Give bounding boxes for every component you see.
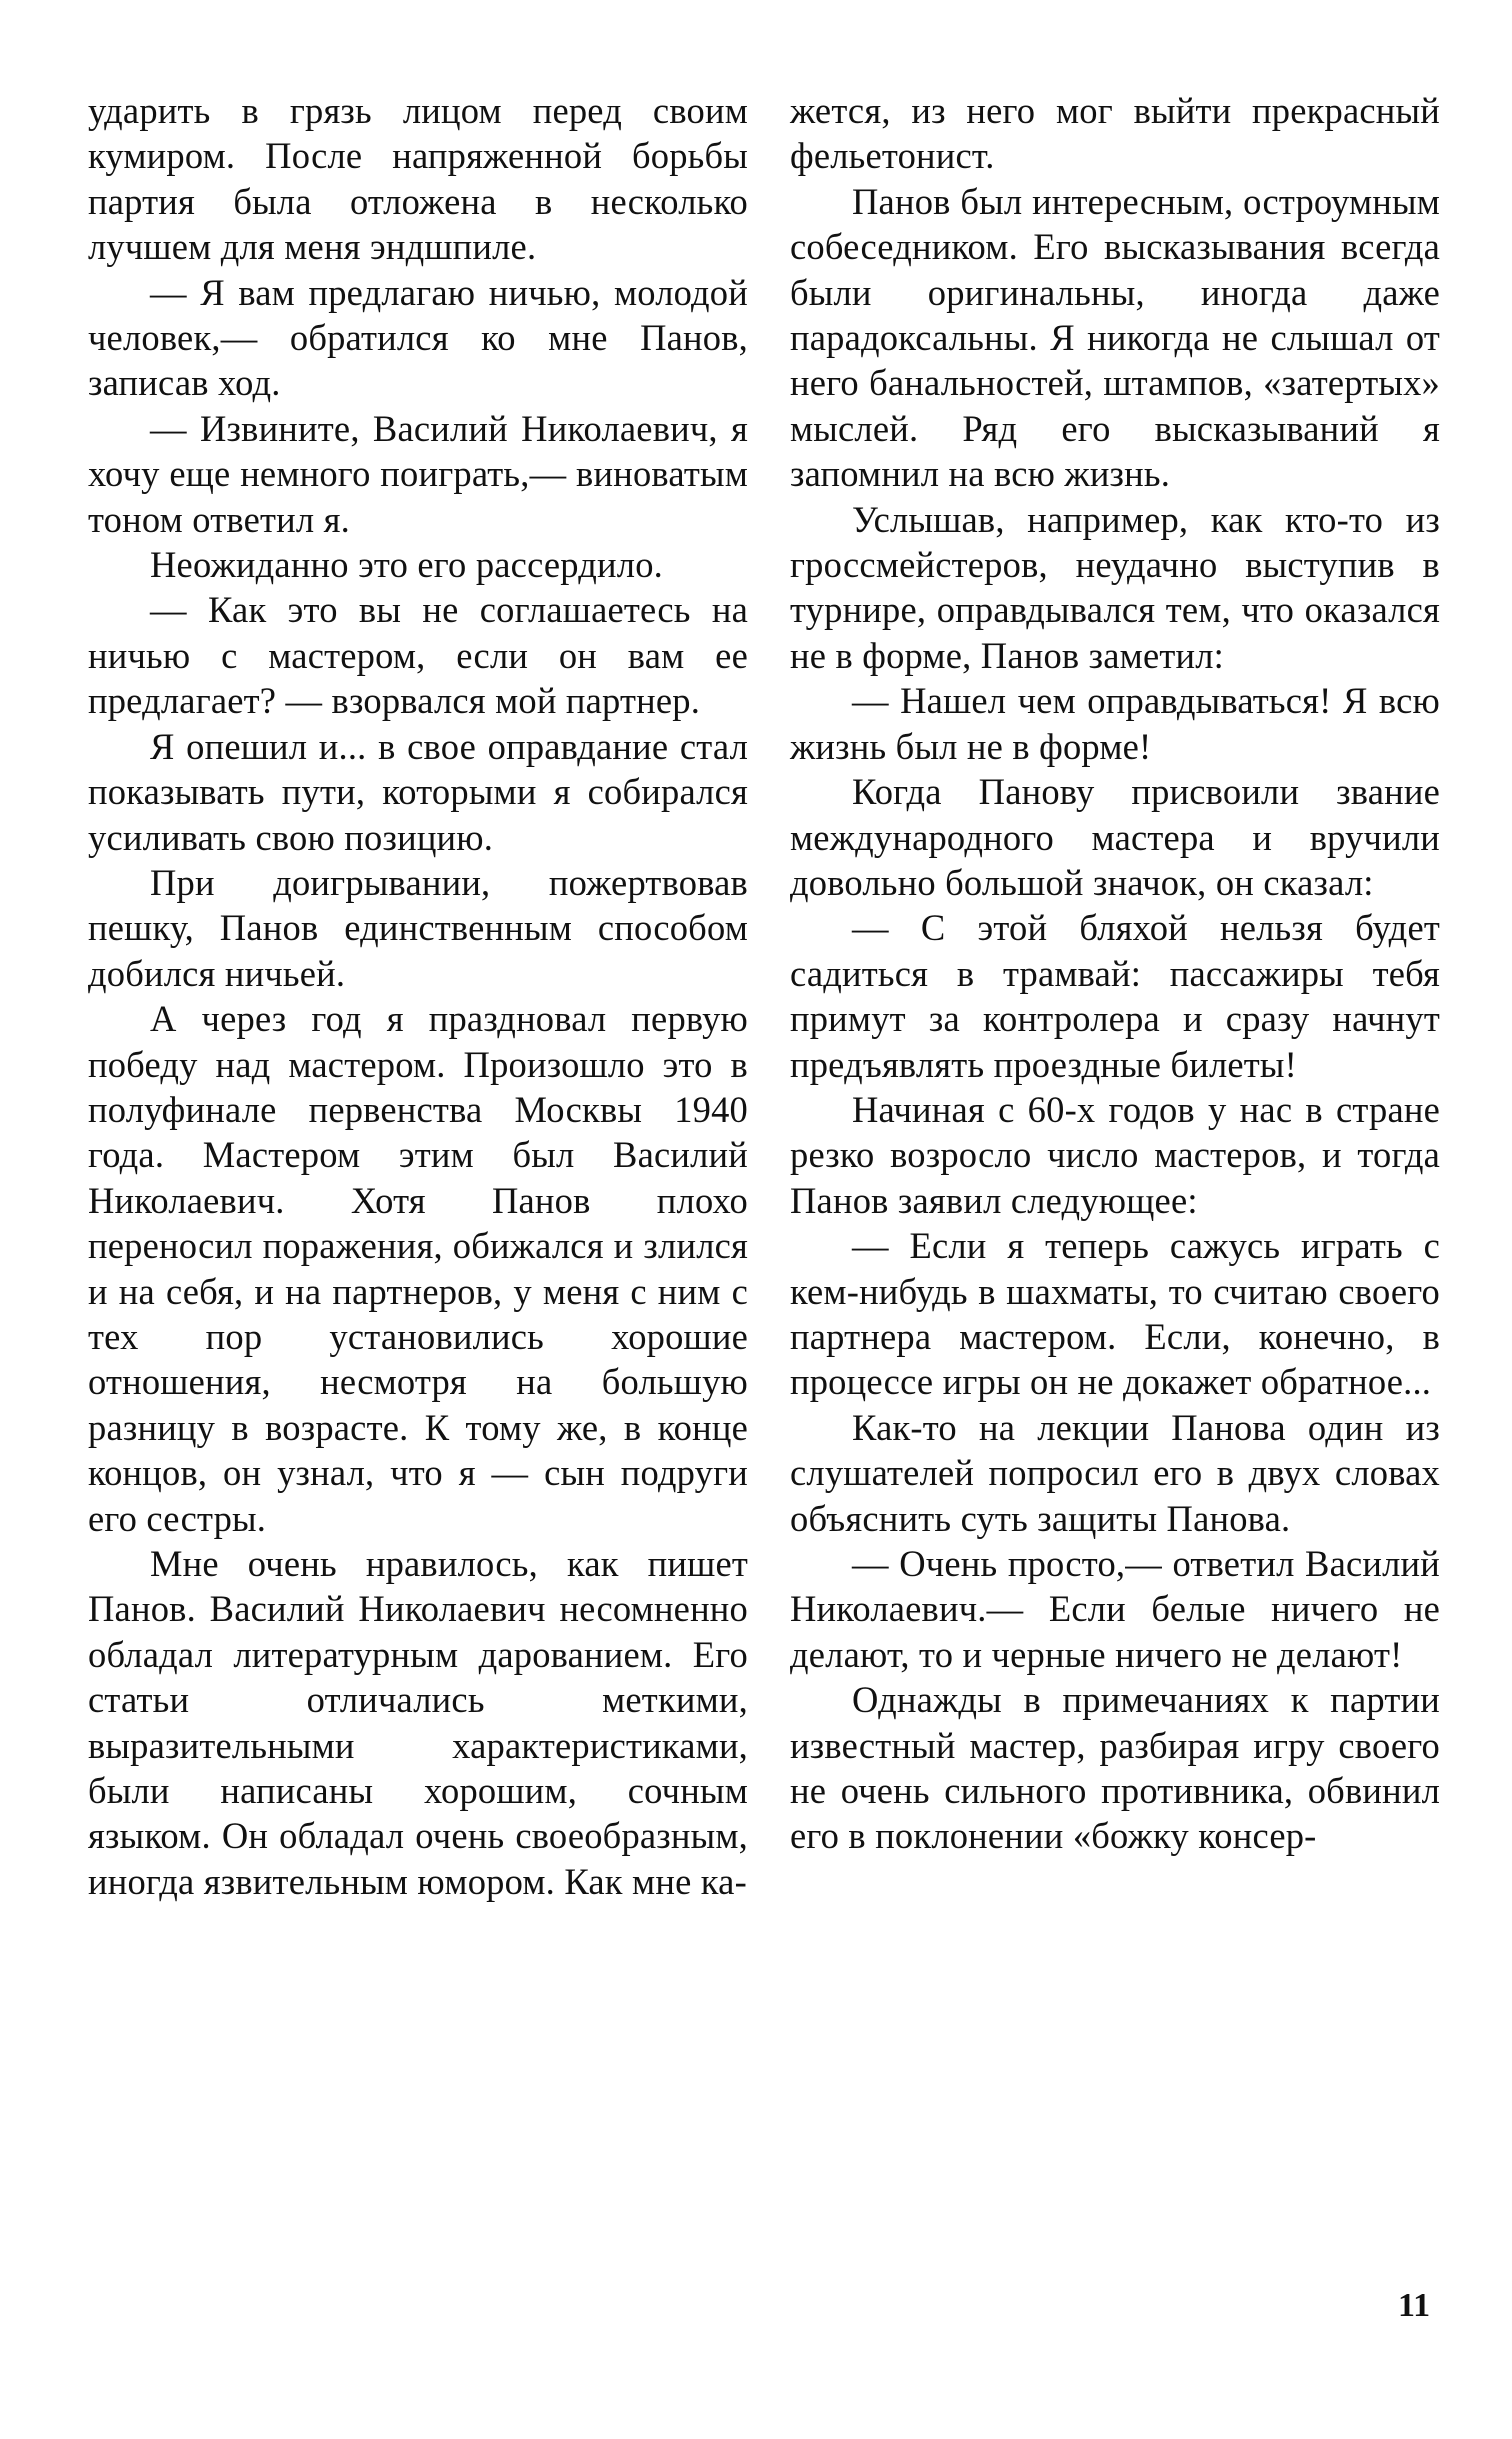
paragraph: Мне очень нравилось, как пишет Панов. Василий Николаевич несомненно обладал литературным дарованием. Его статьи отличались меткими, выразительными характеристиками, были написаны хорошим, сочным языком. Он обладал очень своеобразным, иногда язвительным юмором. Как мне ка- [88,1543,748,1902]
paragraph: Услышав, например, как кто-то из гроссмейстеров, неудачно выступив в турнире, оправдывался тем, что оказался не в форме, Панов заметил: [790,498,1440,676]
paragraph: Панов был интересным, остроумным собеседником. Его высказывания всегда были оригинальны, иногда даже парадоксальны. Я никогда не слышал от него банальностей, штампов, «затертых» мыслей. Ряд его высказываний я запомнил на всю жизнь. [790,180,1440,495]
left-text-column [88,88,748,1904]
paragraph: — Если я теперь сажусь играть с кем-нибудь в шахматы, то считаю своего партнера мастером. Если, конечно, в процессе игры он не докажет обратное... [790,1225,1440,1403]
paragraph: Неожиданно это его рассердило. [150,544,663,586]
right-text-column [790,88,1440,1859]
paragraph: Однажды в примечаниях к партии известный мастер, разбирая игру своего не очень сильного противника, обвинил его в поклонении «божку консер- [790,1679,1440,1857]
paragraph: — Нашел чем оправдываться! Я всю жизнь был не в форме! [790,680,1440,767]
paragraph: Когда Панову присвоили звание международного мастера и вручили довольно большой значок, он сказал: [790,771,1440,903]
paragraph: Начиная с 60-х годов у нас в стране резко возросло число мастеров, и тогда Панов заявил следующее: [790,1088,1440,1221]
paragraph: — Я вам предлагаю ничью, молодой человек,— обратился ко мне Панов, записав ход. [88,271,748,404]
paragraph: — Как это вы не соглашаетесь на ничью с мастером, если он вам ее предлагает? — взорвался мой партнер. [88,589,748,722]
paragraph: А через год я праздновал первую победу над мастером. Произошло это в полуфинале первенства Москвы 1940 года. Мастером этим был Василий Николаевич. Хотя Панов плохо переносил поражения, обижался и злился и на себя, и на партнеров, у меня с ним с тех пор установились хорошие отношения, несмотря на большую разницу в возрасте. К тому же, в конце концов, он узнал, что я — сын подруги его сестры. [88,998,748,1539]
paragraph: ударить в грязь лицом перед своим кумиром. После напряженной борьбы партия была отложена в несколько лучшем для меня эндшпиле. [88,90,748,268]
paragraph: жется, из него мог выйти прекрасный фельетонист. [790,90,1440,177]
paragraph: При доигрывании, пожертвовав пешку, Панов единственным способом добился ничьей. [88,861,748,994]
page-number: 11 [1398,2287,1431,2324]
paragraph: — С этой бляхой нельзя будет садиться в трамвай: пассажиры тебя примут за контролера и сразу начнут предъявлять проездные билеты! [790,907,1440,1085]
paragraph: Я опешил и... в свое оправдание стал показывать пути, которыми я собирался усиливать свою позицию. [88,725,748,858]
paragraph: Как-то на лекции Панова один из слушателей попросил его в двух словах объяснить суть защиты Панова. [790,1406,1440,1539]
paragraph: — Извините, Василий Николаевич, я хочу еще немного поиграть,— виноватым тоном ответил я. [88,407,748,540]
paragraph: — Очень просто,— ответил Василий Николаевич.— Если белые ничего не делают, то и черные ничего не делают! [790,1543,1440,1675]
